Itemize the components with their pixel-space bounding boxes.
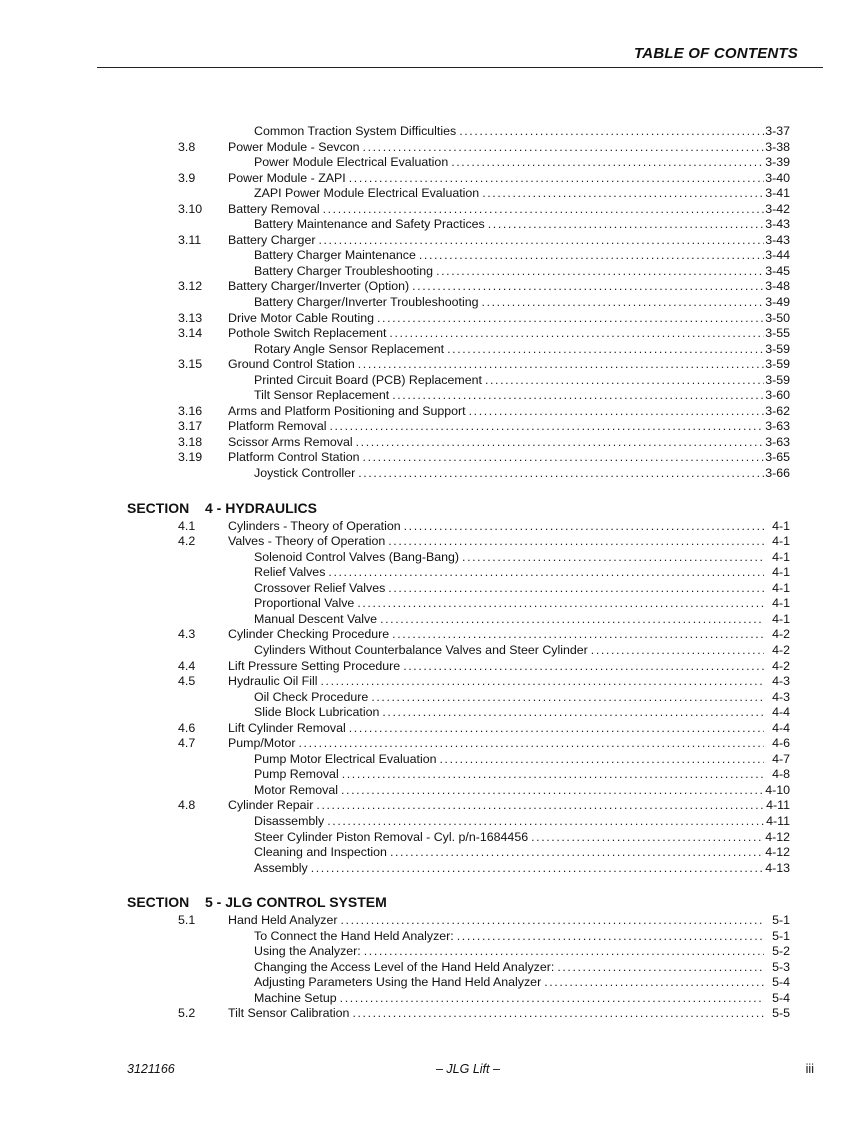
toc-row bbox=[0, 913, 866, 929]
section-title: 4 - HYDRAULICS bbox=[205, 499, 318, 516]
toc-row bbox=[0, 388, 866, 404]
dot-leader bbox=[389, 388, 764, 404]
toc-entry-title: Cylinders - Theory of Operation bbox=[228, 518, 401, 533]
toc-entry-title: Cylinder Checking Procedure bbox=[228, 627, 390, 642]
toc-entry-title: Power Module - Sevcon bbox=[228, 139, 360, 154]
toc-entry-page: 4-11 bbox=[766, 813, 790, 828]
toc-entry-title: To Connect the Hand Held Analyzer: bbox=[254, 928, 454, 943]
dot-leader bbox=[349, 1006, 764, 1022]
toc-row bbox=[0, 435, 866, 451]
toc-entry-number: 3.9 bbox=[178, 170, 196, 185]
toc-entry-title: Common Traction System Difficulties bbox=[254, 124, 457, 138]
toc-entry[interactable] bbox=[228, 202, 790, 218]
toc-row bbox=[0, 373, 866, 389]
toc-entry-number: 4.4 bbox=[178, 658, 196, 673]
dot-leader bbox=[355, 466, 764, 482]
toc-entry-page: 5-4 bbox=[772, 975, 790, 990]
dot-leader bbox=[389, 627, 764, 643]
toc-entry-title: Battery Charger/Inverter (Option) bbox=[228, 279, 410, 294]
toc-entry-title: Hydraulic Oil Fill bbox=[228, 674, 318, 689]
toc-entry-number: 3.8 bbox=[178, 139, 196, 154]
toc-entry[interactable] bbox=[228, 311, 790, 327]
dot-leader bbox=[554, 960, 764, 976]
toc-entry-page: 4-1 bbox=[772, 518, 790, 533]
toc-row bbox=[0, 975, 866, 991]
toc-entry-page: 3-62 bbox=[765, 403, 790, 418]
dot-leader bbox=[448, 155, 764, 171]
toc-entry-title: Steer Cylinder Piston Removal - Cyl. p/n-1684456 bbox=[254, 829, 529, 844]
toc-entry-title: Oil Check Procedure bbox=[254, 689, 369, 704]
toc-row bbox=[0, 550, 866, 566]
toc-row bbox=[0, 798, 866, 814]
toc-entry-number: 3.12 bbox=[178, 279, 203, 294]
toc-entry[interactable] bbox=[228, 357, 790, 373]
toc-entry-number: 3.13 bbox=[178, 310, 203, 325]
toc-entry[interactable] bbox=[228, 279, 790, 295]
section-heading bbox=[0, 892, 866, 913]
toc-entry[interactable] bbox=[228, 435, 790, 451]
toc-entry-title: Pump/Motor bbox=[228, 736, 296, 751]
dot-leader bbox=[320, 202, 764, 218]
toc-entry-title: Motor Removal bbox=[254, 782, 339, 797]
toc-entry-page: 4-1 bbox=[772, 534, 790, 549]
dot-leader bbox=[346, 721, 764, 737]
toc-entry-page: 3-59 bbox=[765, 357, 790, 372]
toc-entry[interactable] bbox=[228, 171, 790, 187]
toc-entry-page: 3-41 bbox=[765, 186, 790, 201]
toc-row bbox=[0, 519, 866, 535]
dot-leader bbox=[485, 217, 764, 233]
dot-leader bbox=[379, 705, 764, 721]
toc-row bbox=[0, 171, 866, 187]
dot-leader bbox=[318, 674, 765, 690]
toc-entry-page: 4-6 bbox=[772, 736, 790, 751]
toc-subentry[interactable] bbox=[254, 155, 790, 171]
toc-row bbox=[0, 767, 866, 783]
toc-row bbox=[0, 845, 866, 861]
toc-row bbox=[0, 581, 866, 597]
toc-entry-title: Cleaning and Inspection bbox=[254, 845, 387, 860]
toc-entry-page: 3-48 bbox=[765, 279, 790, 294]
dot-leader bbox=[433, 264, 764, 280]
toc-row bbox=[0, 783, 866, 799]
toc-entry-page: 4-2 bbox=[772, 627, 790, 642]
toc-row bbox=[0, 140, 866, 156]
toc-entry-page: 4-2 bbox=[772, 642, 790, 657]
toc-entry-page: 4-1 bbox=[772, 549, 790, 564]
dot-leader bbox=[385, 581, 764, 597]
toc-entry-page: 4-10 bbox=[765, 782, 790, 797]
toc-entry-page: 3-38 bbox=[765, 139, 790, 154]
footer-doc-number: 3121166 bbox=[127, 1062, 175, 1076]
dot-leader bbox=[338, 913, 764, 929]
toc-entry[interactable] bbox=[228, 659, 790, 675]
toc-subentry[interactable] bbox=[254, 565, 790, 581]
dot-leader bbox=[479, 295, 764, 311]
toc-entry[interactable] bbox=[228, 1006, 790, 1022]
toc-subentry[interactable] bbox=[254, 783, 790, 799]
toc-row bbox=[0, 217, 866, 233]
dot-leader bbox=[400, 659, 764, 675]
dot-leader bbox=[456, 124, 764, 140]
dot-leader bbox=[482, 373, 764, 389]
page-header-title: TABLE OF CONTENTS bbox=[634, 45, 798, 62]
toc-entry-number: 3.19 bbox=[178, 450, 203, 465]
toc-row bbox=[0, 311, 866, 327]
toc-entry-page: 3-63 bbox=[765, 419, 790, 434]
toc-entry-page: 4-4 bbox=[772, 705, 790, 720]
toc-entry-title: Platform Removal bbox=[228, 419, 327, 434]
toc-entry-title: Battery Charger Maintenance bbox=[254, 248, 416, 263]
dot-leader bbox=[338, 783, 764, 799]
toc-entry-page: 4-11 bbox=[766, 798, 790, 813]
toc-subentry[interactable] bbox=[254, 596, 790, 612]
toc-subentry[interactable] bbox=[254, 845, 790, 861]
toc-entry[interactable] bbox=[228, 534, 790, 550]
toc-entry-title: Lift Pressure Setting Procedure bbox=[228, 658, 401, 673]
toc-row bbox=[0, 690, 866, 706]
toc-row bbox=[0, 534, 866, 550]
toc-row bbox=[0, 565, 866, 581]
toc-entry-title: Assembly bbox=[254, 860, 308, 875]
toc-subentry[interactable] bbox=[254, 767, 790, 783]
toc-row bbox=[0, 736, 866, 752]
toc-subentry[interactable] bbox=[254, 581, 790, 597]
toc-subentry[interactable] bbox=[254, 814, 790, 830]
toc-entry-page: 4-12 bbox=[765, 829, 790, 844]
toc-entry-title: Machine Setup bbox=[254, 990, 337, 1005]
section-label: SECTION bbox=[127, 894, 190, 911]
toc-entry-page: 4-4 bbox=[772, 720, 790, 735]
toc-entry-page: 5-1 bbox=[772, 928, 790, 943]
toc-entry-page: 3-49 bbox=[765, 295, 790, 310]
toc-row bbox=[0, 830, 866, 846]
toc-entry-page: 4-3 bbox=[772, 674, 790, 689]
dot-leader bbox=[355, 357, 764, 373]
toc-entry-title: Solenoid Control Valves (Bang-Bang) bbox=[254, 549, 460, 564]
toc-entry-page: 4-1 bbox=[772, 596, 790, 611]
toc-row bbox=[0, 404, 866, 420]
toc-entry-number: 5.1 bbox=[178, 913, 196, 928]
dot-leader bbox=[528, 830, 764, 846]
toc-row bbox=[0, 721, 866, 737]
toc-entry-title: Disassembly bbox=[254, 813, 325, 828]
toc-entry-page: 3-42 bbox=[765, 201, 790, 216]
toc-row bbox=[0, 202, 866, 218]
toc-entry-page: 5-3 bbox=[772, 959, 790, 974]
toc-subentry[interactable] bbox=[254, 690, 790, 706]
toc-entry-title: Battery Removal bbox=[228, 201, 320, 216]
toc-subentry[interactable] bbox=[254, 124, 790, 140]
toc-entry-page: 3-55 bbox=[765, 326, 790, 341]
toc-entry-number: 4.7 bbox=[178, 736, 196, 751]
toc-entry-title: Cylinders Without Counterbalance Valves and Steer Cylinder bbox=[254, 642, 588, 657]
toc-entry-title: Battery Charger Troubleshooting bbox=[254, 263, 434, 278]
toc-entry-page: 3-40 bbox=[765, 170, 790, 185]
toc-entry-title: Pump Removal bbox=[254, 767, 339, 782]
toc-entry-page: 4-7 bbox=[772, 751, 790, 766]
toc-entry[interactable] bbox=[228, 450, 790, 466]
toc-entry-title: Power Module Electrical Evaluation bbox=[254, 155, 449, 170]
toc-entry-number: 4.2 bbox=[178, 534, 196, 549]
toc-entry-title: Scissor Arms Removal bbox=[228, 434, 353, 449]
toc-entry[interactable] bbox=[228, 419, 790, 435]
toc-row bbox=[0, 991, 866, 1007]
dot-leader bbox=[315, 233, 764, 249]
toc-entry-title: Rotary Angle Sensor Replacement bbox=[254, 341, 445, 356]
dot-leader bbox=[409, 279, 764, 295]
toc-subentry[interactable] bbox=[254, 186, 790, 202]
toc-entry-number: 4.1 bbox=[178, 518, 196, 533]
dot-leader bbox=[361, 944, 764, 960]
footer-page-number: iii bbox=[805, 1062, 814, 1076]
toc-entry-title: Manual Descent Valve bbox=[254, 611, 378, 626]
dot-leader bbox=[401, 519, 764, 535]
toc-entry-title: Cylinder Repair bbox=[228, 798, 314, 813]
toc-entry-title: Lift Cylinder Removal bbox=[228, 720, 346, 735]
toc-row bbox=[0, 814, 866, 830]
toc-entry-title: Battery Charger/Inverter Troubleshooting bbox=[254, 295, 479, 310]
dot-leader bbox=[354, 596, 764, 612]
toc-entry-page: 3-59 bbox=[765, 341, 790, 356]
toc-row bbox=[0, 342, 866, 358]
toc-entry-number: 3.10 bbox=[178, 201, 203, 216]
dot-leader bbox=[377, 612, 764, 628]
dot-leader bbox=[454, 929, 764, 945]
dot-leader bbox=[385, 534, 764, 550]
toc-entry-title: Proportional Valve bbox=[254, 596, 355, 611]
toc-entry-title: Arms and Platform Positioning and Support bbox=[228, 403, 466, 418]
toc-row bbox=[0, 419, 866, 435]
toc-entry-number: 3.18 bbox=[178, 434, 203, 449]
dot-leader bbox=[339, 767, 764, 783]
toc-entry[interactable] bbox=[228, 404, 790, 420]
toc-row bbox=[0, 705, 866, 721]
toc-entry-page: 3-45 bbox=[765, 263, 790, 278]
toc-entry-page: 3-65 bbox=[765, 450, 790, 465]
toc-subentry[interactable] bbox=[254, 960, 790, 976]
dot-leader bbox=[324, 814, 764, 830]
toc-entry-page: 3-43 bbox=[765, 232, 790, 247]
toc-row bbox=[0, 944, 866, 960]
toc-entry-title: Adjusting Parameters Using the Hand Held Analyzer bbox=[254, 975, 542, 990]
toc-subentry[interactable] bbox=[254, 975, 790, 991]
toc-subentry[interactable] bbox=[254, 295, 790, 311]
toc-entry-page: 5-5 bbox=[772, 1006, 790, 1021]
dot-leader bbox=[479, 186, 764, 202]
toc-row bbox=[0, 659, 866, 675]
toc-row bbox=[0, 248, 866, 264]
toc-entry-page: 3-66 bbox=[765, 466, 790, 481]
toc-subentry[interactable] bbox=[254, 342, 790, 358]
toc-entry-page: 4-12 bbox=[765, 845, 790, 860]
toc-entry-title: ZAPI Power Module Electrical Evaluation bbox=[254, 186, 480, 201]
header-rule bbox=[97, 67, 823, 68]
toc-entry[interactable] bbox=[228, 326, 790, 342]
toc-row bbox=[0, 612, 866, 628]
toc-row bbox=[0, 627, 866, 643]
toc-entry-number: 3.11 bbox=[178, 232, 202, 247]
toc-entry[interactable] bbox=[228, 627, 790, 643]
section-heading bbox=[0, 498, 866, 519]
dot-leader bbox=[326, 419, 764, 435]
toc-row bbox=[0, 233, 866, 249]
toc-entry-number: 4.5 bbox=[178, 674, 196, 689]
dot-leader bbox=[337, 991, 764, 1007]
toc-row bbox=[0, 450, 866, 466]
toc-row bbox=[0, 466, 866, 482]
toc-row bbox=[0, 643, 866, 659]
toc-subentry[interactable] bbox=[254, 612, 790, 628]
toc-entry-title: Pump Motor Electrical Evaluation bbox=[254, 751, 437, 766]
dot-leader bbox=[308, 861, 764, 877]
dot-leader bbox=[444, 342, 764, 358]
dot-leader bbox=[360, 450, 764, 466]
toc-entry-page: 5-1 bbox=[772, 913, 790, 928]
dot-leader bbox=[541, 975, 764, 991]
toc-row bbox=[0, 960, 866, 976]
toc-subentry[interactable] bbox=[254, 217, 790, 233]
toc-entry-title: Pothole Switch Replacement bbox=[228, 326, 387, 341]
toc-entry-page: 3-59 bbox=[765, 372, 790, 387]
toc-subentry[interactable] bbox=[254, 550, 790, 566]
toc-subentry[interactable] bbox=[254, 643, 790, 659]
toc-entry-page: 4-3 bbox=[772, 689, 790, 704]
toc-entry-title: Battery Maintenance and Safety Practices bbox=[254, 217, 485, 232]
toc-subentry[interactable] bbox=[254, 929, 790, 945]
dot-leader bbox=[416, 248, 764, 264]
toc-entry-title: Tilt Sensor Calibration bbox=[228, 1006, 350, 1021]
toc-entry-page: 3-63 bbox=[765, 434, 790, 449]
toc-row bbox=[0, 295, 866, 311]
toc-entry-title: Tilt Sensor Replacement bbox=[254, 388, 390, 403]
toc-entry-number: 3.15 bbox=[178, 357, 203, 372]
toc-entry-page: 3-60 bbox=[765, 388, 790, 403]
toc-entry-title: Changing the Access Level of the Hand Held Analyzer: bbox=[254, 959, 555, 974]
toc-entry-page: 4-2 bbox=[772, 658, 790, 673]
toc-row bbox=[0, 155, 866, 171]
toc-subentry[interactable] bbox=[254, 248, 790, 264]
toc-row bbox=[0, 752, 866, 768]
toc-subentry[interactable] bbox=[254, 991, 790, 1007]
dot-leader bbox=[295, 736, 764, 752]
toc-entry-title: Printed Circuit Board (PCB) Replacement bbox=[254, 372, 482, 387]
toc-row bbox=[0, 357, 866, 373]
toc-row bbox=[0, 264, 866, 280]
toc-entry-title: Hand Held Analyzer bbox=[228, 913, 338, 928]
toc-entry-number: 5.2 bbox=[178, 1006, 196, 1021]
toc-entry[interactable] bbox=[228, 798, 790, 814]
toc-entry-title: Drive Motor Cable Routing bbox=[228, 310, 374, 325]
toc-entry-title: Using the Analyzer: bbox=[254, 944, 361, 959]
toc-entry-number: 3.14 bbox=[178, 326, 203, 341]
dot-leader bbox=[368, 690, 764, 706]
toc-entry-page: 4-13 bbox=[765, 860, 790, 875]
toc-row bbox=[0, 929, 866, 945]
table-of-contents bbox=[0, 124, 866, 1022]
toc-entry-number: 4.6 bbox=[178, 720, 196, 735]
footer-center-text: – JLG Lift – bbox=[436, 1062, 500, 1076]
toc-entry-number: 4.3 bbox=[178, 627, 196, 642]
toc-entry-number: 3.17 bbox=[178, 419, 203, 434]
dot-leader bbox=[346, 171, 764, 187]
toc-entry-title: Platform Control Station bbox=[228, 450, 360, 465]
dot-leader bbox=[353, 435, 764, 451]
toc-row bbox=[0, 124, 866, 140]
dot-leader bbox=[466, 404, 764, 420]
toc-entry[interactable] bbox=[228, 674, 790, 690]
toc-entry-title: Relief Valves bbox=[254, 565, 326, 580]
toc-row bbox=[0, 279, 866, 295]
dot-leader bbox=[459, 550, 764, 566]
toc-entry-title: Joystick Controller bbox=[254, 466, 356, 481]
toc-subentry[interactable] bbox=[254, 944, 790, 960]
dot-leader bbox=[360, 140, 764, 156]
toc-subentry[interactable] bbox=[254, 466, 790, 482]
toc-subentry[interactable] bbox=[254, 705, 790, 721]
toc-entry-title: Battery Charger bbox=[228, 232, 316, 247]
dot-leader bbox=[386, 326, 764, 342]
toc-entry[interactable] bbox=[228, 736, 790, 752]
section-title: 5 - JLG CONTROL SYSTEM bbox=[205, 894, 387, 911]
toc-subentry[interactable] bbox=[254, 264, 790, 280]
toc-subentry[interactable] bbox=[254, 752, 790, 768]
toc-subentry[interactable] bbox=[254, 830, 790, 846]
dot-leader bbox=[588, 643, 764, 659]
toc-entry-page: 5-2 bbox=[772, 944, 790, 959]
dot-leader bbox=[313, 798, 764, 814]
toc-entry[interactable] bbox=[228, 233, 790, 249]
toc-entry-page: 3-44 bbox=[765, 248, 790, 263]
toc-entry-page: 3-50 bbox=[765, 310, 790, 325]
toc-entry-page: 3-37 bbox=[765, 124, 790, 138]
toc-entry-title: Crossover Relief Valves bbox=[254, 580, 386, 595]
toc-entry-title: Valves - Theory of Operation bbox=[228, 534, 386, 549]
toc-subentry[interactable] bbox=[254, 388, 790, 404]
toc-entry[interactable] bbox=[228, 913, 790, 929]
toc-entry-page: 4-1 bbox=[772, 565, 790, 580]
toc-row bbox=[0, 186, 866, 202]
toc-row bbox=[0, 861, 866, 877]
dot-leader bbox=[325, 565, 764, 581]
toc-entry-title: Power Module - ZAPI bbox=[228, 170, 346, 185]
toc-entry-page: 4-8 bbox=[772, 767, 790, 782]
dot-leader bbox=[437, 752, 765, 768]
toc-entry-page: 4-1 bbox=[772, 611, 790, 626]
toc-entry[interactable] bbox=[228, 721, 790, 737]
toc-row bbox=[0, 674, 866, 690]
toc-row bbox=[0, 326, 866, 342]
toc-entry-page: 5-4 bbox=[772, 990, 790, 1005]
toc-entry-title: Slide Block Lubrication bbox=[254, 705, 380, 720]
toc-row bbox=[0, 596, 866, 612]
toc-row bbox=[0, 1006, 866, 1022]
toc-entry-title: Ground Control Station bbox=[228, 357, 355, 372]
dot-leader bbox=[374, 311, 764, 327]
section-label: SECTION bbox=[127, 499, 190, 516]
toc-entry-number: 3.16 bbox=[178, 403, 203, 418]
toc-entry-page: 4-1 bbox=[772, 580, 790, 595]
toc-entry-page: 3-43 bbox=[765, 217, 790, 232]
dot-leader bbox=[387, 845, 764, 861]
toc-entry[interactable] bbox=[228, 140, 790, 156]
toc-subentry[interactable] bbox=[254, 373, 790, 389]
toc-subentry[interactable] bbox=[254, 861, 790, 877]
toc-entry-page: 3-39 bbox=[765, 155, 790, 170]
toc-entry[interactable] bbox=[228, 519, 790, 535]
toc-entry-number: 4.8 bbox=[178, 798, 196, 813]
